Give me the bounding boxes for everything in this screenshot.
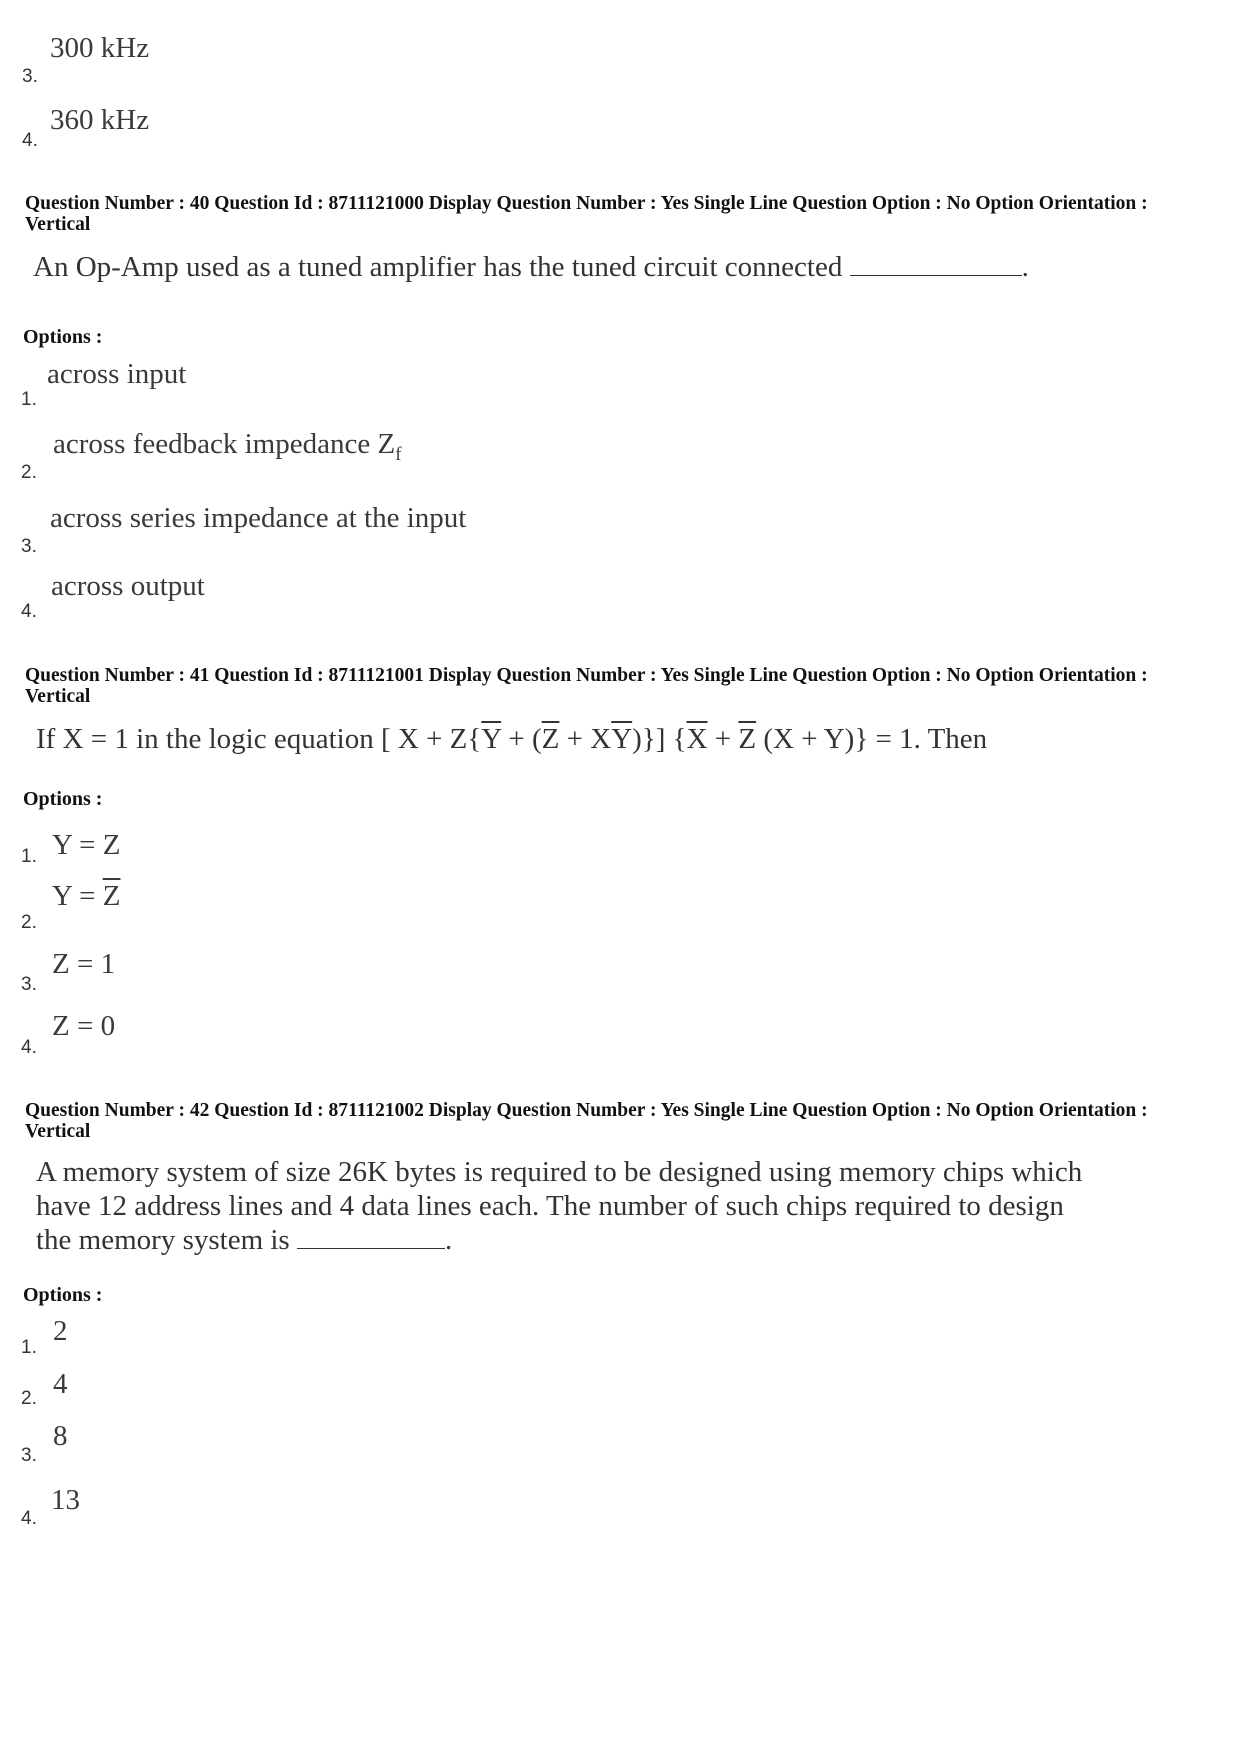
option-text: $Y = \overline{Z}$ <box>52 880 121 912</box>
option-text: 2 <box>53 1315 68 1347</box>
question-meta: Question Number : 41 Question Id : 8711121001 Display Question Number : Yes Single Line Question Option : No Option Orientation : Vertical <box>25 665 1148 707</box>
option-text: 300 kHz <box>50 32 150 64</box>
options-label: Options : <box>23 788 103 810</box>
options-label: Options : <box>23 326 103 348</box>
question-stem <box>33 251 1029 284</box>
option-number: 4. <box>22 130 38 151</box>
option-number: 2. <box>21 1388 37 1409</box>
option-number: 3. <box>22 66 38 87</box>
option-number: 2. <box>21 912 37 933</box>
answer-blank <box>297 1226 445 1249</box>
option-number: 2. <box>21 462 37 483</box>
option-text: across output <box>51 570 205 602</box>
option-number: 1. <box>21 846 37 867</box>
question-stem <box>36 1155 1082 1257</box>
option-text: across series impedance at the input <box>50 502 467 534</box>
option-text: Z = 1 <box>52 948 116 980</box>
question-stem-line: the memory system is . <box>36 1224 453 1256</box>
question-stem: If X = 1 in the logic equation [ $X + Z\{\overline{Y} + (\overline{Z} + X\overline{Y})\}$] {$\overline{X} + \overline{Z}$ (X + Y)} = 1. Then <box>36 723 988 755</box>
option-text: 8 <box>53 1420 68 1452</box>
option-text: Y = Z <box>52 829 121 861</box>
option-number: 4. <box>21 601 37 622</box>
option-text: Z = 0 <box>52 1010 116 1042</box>
question-stem-line: have 12 address lines and 4 data lines each. The number of such chips required to design <box>36 1190 1064 1222</box>
question-meta: Question Number : 40 Question Id : 8711121000 Display Question Number : Yes Single Line Question Option : No Option Orientation : Vertical <box>25 193 1148 235</box>
option-number: 3. <box>21 1445 37 1466</box>
question-stem-line: A memory system of size 26K bytes is required to be designed using memory chips which <box>36 1156 1083 1188</box>
option-number: 1. <box>21 1337 37 1358</box>
option-text: across feedback impedance $Z_f$ <box>53 428 402 465</box>
option-number: 1. <box>21 389 37 410</box>
option-text: across input <box>47 358 187 390</box>
option-number: 4. <box>21 1037 37 1058</box>
option-text: 13 <box>51 1484 80 1516</box>
question-meta: Question Number : 42 Question Id : 8711121002 Display Question Number : Yes Single Line Question Option : No Option Orientation : Vertical <box>25 1100 1148 1142</box>
option-number: 3. <box>21 974 37 995</box>
option-number: 4. <box>21 1508 37 1529</box>
question-stem-text: An Op-Amp used as a tuned amplifier has the tuned circuit connected <box>33 251 843 283</box>
question-stem-end: . <box>1021 251 1029 283</box>
answer-blank <box>850 253 1022 276</box>
option-text: 360 kHz <box>50 104 150 136</box>
option-text: 4 <box>53 1368 68 1400</box>
option-number: 3. <box>21 536 37 557</box>
options-label: Options : <box>23 1284 103 1306</box>
